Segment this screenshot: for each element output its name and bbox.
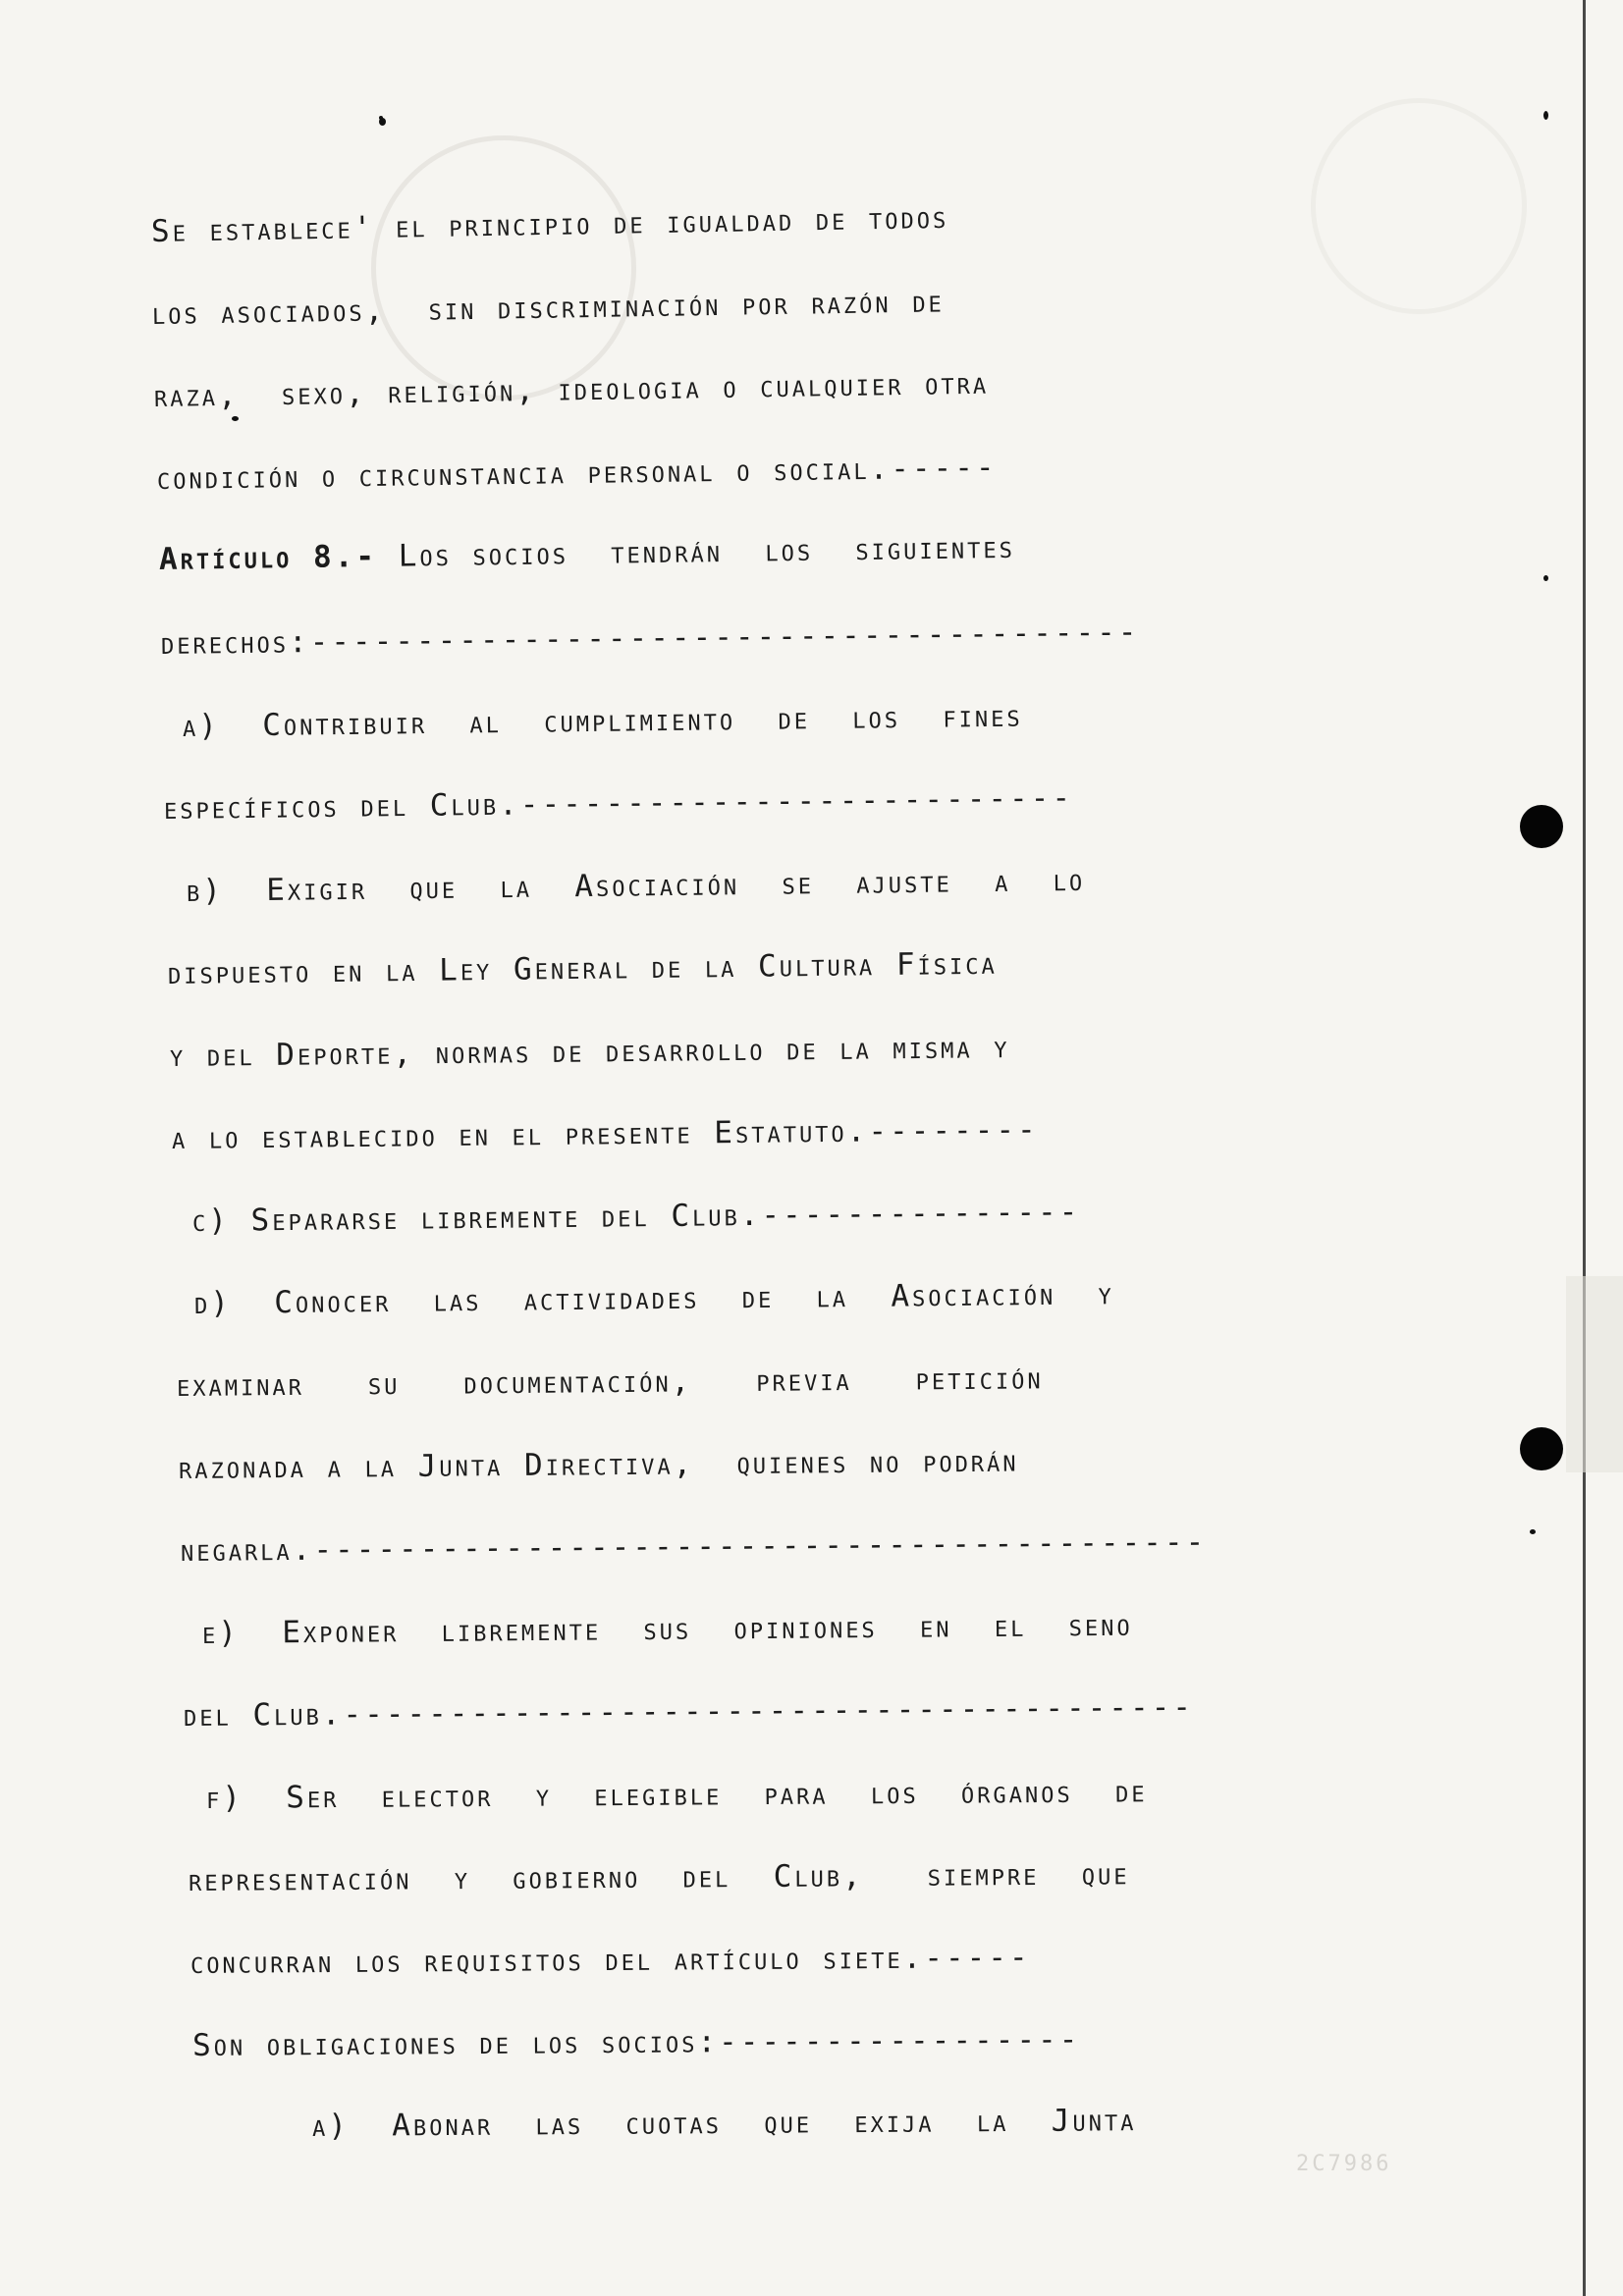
page-edge-shade: [1566, 1276, 1623, 1472]
text-line-11: y del Deporte, normas de desarrollo de la misma y: [169, 1030, 1010, 1074]
text-line-4: condición o circunstancia personal o social.-----: [156, 450, 998, 497]
text-line-9: b) Exigir que la Asociación se ajuste a lo: [186, 862, 1086, 909]
faint-serial-number: 2C7986: [1296, 2152, 1392, 2176]
ink-speck: [379, 116, 383, 120]
text-line-13: c) Separarse libremente del Club.---------------: [191, 1194, 1081, 1239]
article-heading-text: Los socios tendrán los siguientes: [398, 529, 1016, 574]
text-line-22: concurran los requisitos del artículo siete.-----: [189, 1940, 1031, 1981]
text-line-23: Son obligaciones de los socios:-----------------: [191, 2021, 1081, 2063]
ink-speck: [232, 416, 239, 421]
article-heading: Artículo 8.-: [158, 538, 378, 577]
text-line-2: los asociados, sin discriminación por razón de: [151, 284, 946, 332]
punch-hole: [1520, 805, 1563, 848]
text-line-10: dispuesto en la Ley General de la Cultura Física: [167, 945, 998, 991]
ink-speck: [1530, 1529, 1536, 1534]
text-line-8: específicos del Club.--------------------------: [163, 779, 1074, 827]
text-line-21: representación y gobierno del Club, siempre que: [188, 1856, 1130, 1898]
page-edge-line: [1583, 0, 1586, 2296]
text-line-24: a) Abonar las cuotas que exija la Junta: [311, 2103, 1137, 2144]
text-line-6: derechos:---------------------------------------: [160, 614, 1140, 662]
text-line-17: negarla.------------------------------------------: [180, 1523, 1208, 1569]
faded-stamp-seal-right: [1311, 98, 1527, 314]
ink-speck: [1543, 575, 1548, 581]
text-line-20: f) Ser elector y elegible para los órganos de: [205, 1774, 1148, 1816]
ink-speck: [1543, 111, 1548, 120]
text-line-16: razonada a la Junta Directiva, quienes no podrán: [178, 1443, 1019, 1486]
text-line-5: [159, 530, 1015, 577]
text-line-12: a lo establecido en el presente Estatuto.--------: [171, 1111, 1039, 1156]
text-line-1: Se establece' el principio de igualdad de todos: [150, 199, 949, 249]
punch-hole: [1520, 1427, 1563, 1470]
text-line-7: a) Contribuir al cumplimiento de los fines: [182, 698, 1023, 744]
text-line-18: e) Exponer libremente sus opiniones en el seno: [201, 1607, 1133, 1651]
text-line-14: d) Conocer las actividades de la Asociación y: [193, 1276, 1115, 1321]
text-line-19: del Club.----------------------------------------: [183, 1689, 1195, 1734]
text-line-3: raza, sexo, religión, ideologia o cualquier otra: [153, 365, 990, 414]
faded-stamp-seal: [371, 135, 636, 400]
text-line-15: examinar su documentación, previa petición: [176, 1361, 1044, 1404]
